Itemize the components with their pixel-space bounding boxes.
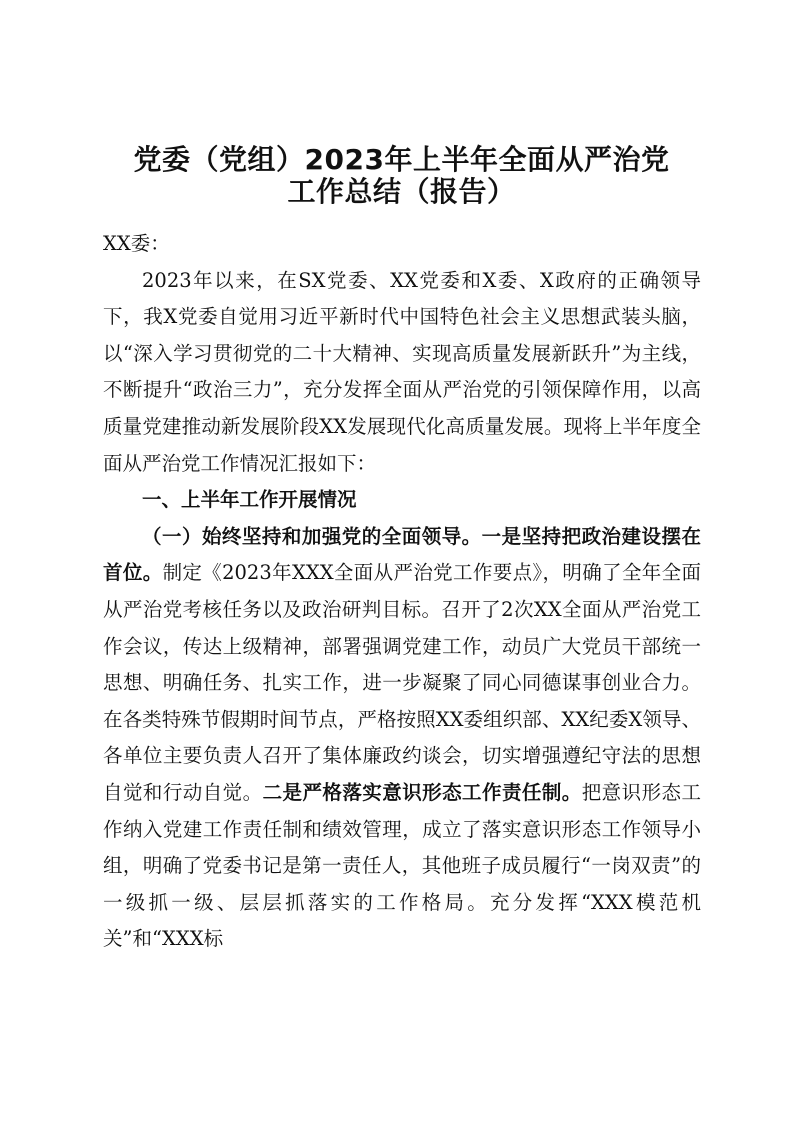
section-paragraph [103, 519, 701, 958]
point-2-heading: 二是严格落实意识形态工作责任制。 [262, 780, 582, 804]
point-1-text: 制定《2023年XXX全面从严治党工作要点》，明确了全年全面从严治党考核任务以及政治研判目标。召开了2次XX全面从严治党工作会议，传达上级精神，部署强调党建工作，动员广大党员干部统一思想、明确任务、扎实工作，进一步凝聚了同心同德谋事创业合力。在各类特殊节假期时间节点，严格按照XX委组织部、XX纪委X领导、各单位主要负责人召开了集体廉政约谈会，切实增强遵纪守法的思想自觉和行动自觉。 [103, 561, 701, 804]
point-2-text: 把意识形态工作纳入党建工作责任制和绩效管理，成立了落实意识形态工作领导小组，明确了党委书记是第一责任人，其他班子成员履行“一岗双责”的一级抓一级、层层抓落实的工作格局。充分发挥“XXX模范机关”和“XXX标 [103, 780, 701, 951]
section-heading: 一、上半年工作开展情况 [142, 488, 357, 512]
subsection-heading: （一）始终坚持和加强党的全面领导。 [142, 524, 482, 548]
intro-paragraph: 2023年以来，在SX党委、XX党委和X委、X政府的正确领导下，我X党委自觉用习近平新时代中国特色社会主义思想武装头脑，以“深入学习贯彻党的二十大精神、实现高质量发展新跃升”为主线，不断提升“政治三力”，充分发挥全面从严治党的引领保障作用，以高质量党建推动新发展阶段XX发展现代化高质量发展。现将上半年度全面从严治党工作情况汇报如下： [103, 268, 701, 475]
point-1-heading: 一是坚持把政治建设摆在首位。 [103, 524, 701, 585]
document-title-line-1: 党委（党组）2023年上半年全面从严治党 [133, 143, 670, 176]
document-title-line-2: 工作总结（报告） [287, 175, 516, 208]
salutation: XX委： [103, 232, 170, 255]
document-body [103, 226, 701, 958]
